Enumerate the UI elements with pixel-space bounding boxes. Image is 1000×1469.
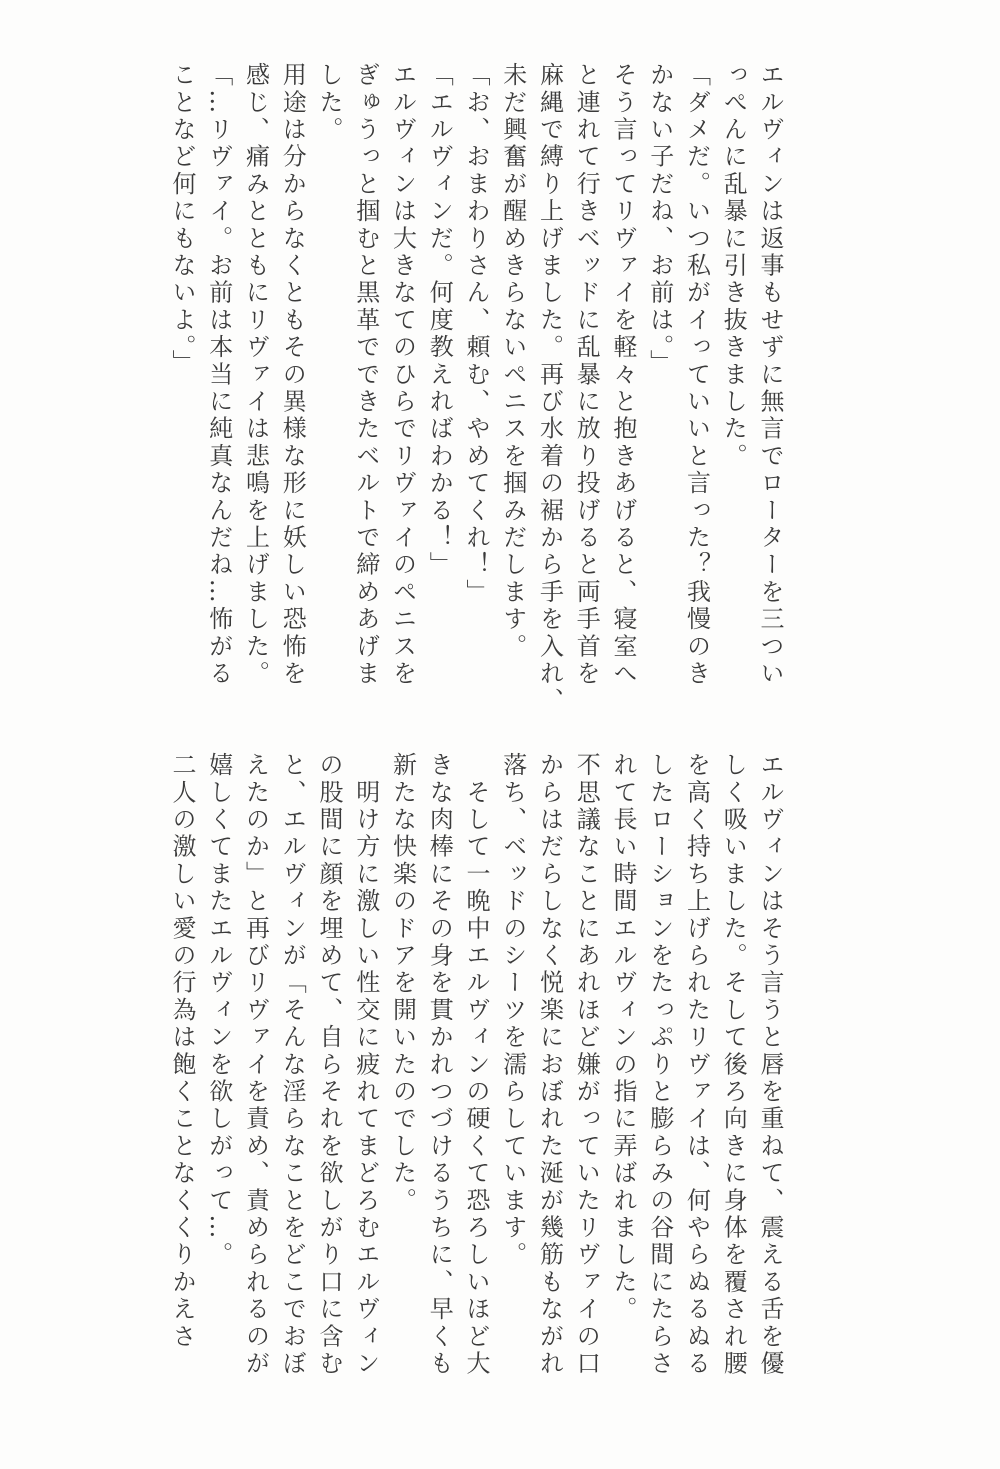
text-line: と連れて行きベッドに乱暴に放り投げると両手首を [572, 62, 601, 688]
text-block-top [163, 62, 788, 722]
text-line: 二人の激しい愛の行為は飽くことなくくりかえさ [168, 752, 196, 1351]
text-line: かない子だね、お前は。」 [645, 62, 674, 377]
text-line: 用途は分からなくともその異様な形に妖しい恐怖を [278, 62, 307, 688]
text-line: 不思議なことにあれほど嫌がっていたリヴァイの口 [572, 752, 601, 1378]
text-line: 嬉しくてまたエルヴィンを欲しがって…。 [204, 752, 233, 1269]
text-line: 「…リヴァイ。お前は本当に純真なんだね…怖がる [204, 62, 233, 688]
text-block-bottom [163, 752, 788, 1412]
text-line: 麻縄で縛り上げました。再び水着の裾から手を入れ、 [535, 62, 564, 715]
text-line: 「エルヴィンだ。何度教えればわかる！」 [425, 62, 454, 579]
text-line: えたのか」と再びリヴァイを責め、責められるのが [241, 752, 270, 1378]
text-line: 未だ興奮が醒めきらないペニスを掴みだします。 [498, 62, 527, 661]
text-line: した。 [315, 62, 343, 144]
text-line: れて長い時間エルヴィンの指に弄ばれました。 [609, 752, 637, 1324]
text-line: を高く持ち上げられたリヴァイは、何やらぬるぬる [682, 752, 711, 1378]
text-line: 「ダメだ。いつ私がイっていいと言った？我慢のき [682, 62, 711, 688]
text-line: ぎゅうっと掴むと黒革でできたベルトで締めあげま [351, 62, 380, 688]
text-line: エルヴィンは返事もせずに無言でローターを三つい [756, 62, 784, 688]
text-line: 新たな快楽のドアを開いたのでした。 [388, 752, 417, 1215]
text-line: エルヴィンは大きなてのひらでリヴァイのペニスを [388, 62, 417, 688]
text-line: 感じ、痛みとともにリヴァイは悲鳴を上げました。 [241, 62, 270, 688]
text-line: 明け方に激しい性交に疲れてまどろむエルヴィン [351, 752, 380, 1378]
text-line: 落ち、ベッドのシーツを濡らしています。 [498, 752, 527, 1269]
text-line: したローションをたっぷりと膨らみの谷間にたらさ [645, 752, 674, 1378]
text-line: エルヴィンはそう言うと唇を重ねて、震える舌を優 [756, 752, 784, 1378]
text-line: 「お、おまわりさん、頼む、やめてくれ！」 [462, 62, 490, 606]
text-line: っぺんに乱暴に引き抜きました。 [719, 62, 748, 470]
text-line: そして一晩中エルヴィンの硬くて恐ろしいほど大 [462, 752, 490, 1378]
text-line: しく吸いました。そして後ろ向きに身体を覆され腰 [719, 752, 748, 1378]
text-line: ことなど何にもないよ。」 [168, 62, 196, 377]
text-line: と、エルヴィンが「そんな淫らなことをどこでおぼ [278, 752, 307, 1378]
text-line: からはだらしなく悦楽におぼれた涎が幾筋もながれ [535, 752, 564, 1378]
text-line: そう言ってリヴァイを軽々と抱きあげると、寝室へ [609, 62, 637, 688]
text-line: きな肉棒にその身を貫かれつづけるうちに、早くも [425, 752, 454, 1378]
text-line: の股間に顔を埋めて、自らそれを欲しがり口に含む [315, 752, 343, 1378]
